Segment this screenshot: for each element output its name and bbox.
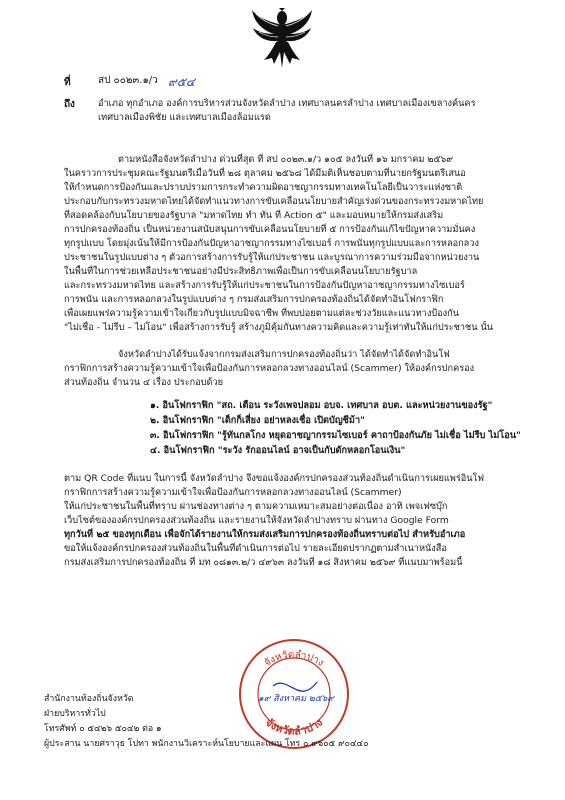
infographic-list-item: ๔. อินโฟกราฟิก "ระวัง รักออนไลน์ อาจเป็นกับดักหลอกโอนเงิน" [150,445,406,456]
paragraph-1-line: ในคราวการประชุมคณะรัฐมนตรีเมื่อวันที่ ๒๘ ตุลาคม ๒๕๖๘ ได้มีมติเห็นชอบตามที่นายกรัฐมนตรีเสนอ [64,168,466,179]
infographic-list-item: ๑. อินโฟกราฟิก "สถ. เตือน ระวังเพจปลอม อบจ. เทศบาล อบต. และหน่วยงานของรัฐ" [150,400,493,411]
paragraph-3-line: กรมส่งเสริมการปกครองท้องถิ่น ที่ มท ๐๘๑๓.๒/ว ๔๙๖๓ ลงวันที่ ๑๘ สิงหาคม ๒๕๖๙ ที่แนบมาพร้อมนี้ [64,557,463,568]
stamp-bottom-text: จังหวัดลำปาง [262,715,326,739]
paragraph-1-line: การพนัน และการหลอกลวงในรูปแบบต่าง ๆ กรมส่งเสริมการปกครองท้องถิ่นได้จัดทำอินโฟกราฟิก [64,294,444,305]
paragraph-1-line: ที่สอดคล้องกับนโยบายของรัฐบาล "มหาดไทย ทำ ทัน ที่ Action ๕" และมอบหมายให้กรมส่งเสริม [64,210,444,221]
paragraph-1-line: ประกอบกับกระทรวงมหาดไทยได้จัดทำแนวทางการขับเคลื่อนนโยบายสำคัญเร่งด่วนของกระทรวงมหาดไทย [64,196,484,207]
paragraph-2-line: ส่วนท้องถิ่น จำนวน ๔ เรื่อง ประกอบด้วย [64,377,224,388]
stamp-top-text: จังหวัดลำปาง [262,649,326,669]
reference-label: ที่ [64,77,71,88]
paragraph-1-line: ให้กำหนดการป้องกันและปราบปรามการกระทำความผิดอาชญากรรมทางเทคโนโลยีเป็นวาระแห่งชาติ [64,182,463,193]
reference-number: สป ๐๐๒๓.๑/ว [98,75,158,86]
paragraph-1-line: ประชาชนในรูปแบบต่าง ๆ ตัวอการสร้างการรับรู้ให้แก่ประชาชน และบูรณาการความร่วมมือจากหน่วยงาน [64,252,480,263]
paragraph-3-line: ทุกวันที่ ๒๕ ของทุกเดือน เพื่อจักได้รายงานให้กรมส่งเสริมการปกครองท้องถิ่นทราบต่อไป สำหรับอำเภอ [64,529,466,540]
reference-handwritten-number: ๙๕๔ [168,75,195,89]
to-label: ถึง [64,99,75,110]
paragraph-3-line: ตาม QR Code ที่แนบ ในการนี้ จังหวัดลำปาง จึงขอแจ้งองค์กรปกครองส่วนท้องถิ่นดำเนินการเผยแพร่อินโฟ [64,473,485,484]
to-line-2: เทศบาลเมืองพิชัย และเทศบาลเมืองล้อมแรด [98,112,271,123]
infographic-list-item: ๒. อินโฟกราฟิก "เด็กก็เสี่ยง อย่าหลงเชื่อ เปิดบัญชีม้า" [150,415,365,426]
paragraph-1-line: และกระทรวงมหาดไทย และสร้างการรับรู้ให้แก่ประชาชนในการป้องกันปัญหาอาชญากรรมทางไซเบอร์ [64,280,465,291]
footer-division: ฝ่ายบริหารทั่วไป [44,709,106,719]
paragraph-3-line: ขอให้แจ้งองค์กรปกครองส่วนท้องถิ่นในพื้นที่ดำเนินการต่อไป รายละเอียดปรากฏตามสำเนาหนังสือ [64,543,447,554]
paragraph-3-line: กราฟิกการสร้างความรู้ความเข้าใจเพื่อป้องกันการหลอกลวงทางออนไลน์ (Scammer) [64,487,402,498]
garuda-emblem-icon [250,8,314,70]
paragraph-1-line: เพื่อเผยแพร่ความรู้ความเข้าใจเกี่ยวกับรูปแบบมิจฉาชีพ ที่พบบ่อยตามแต่ละช่วงวัยและแนวทางป้องกัน [64,308,459,319]
paragraph-2-line: จังหวัดลำปางได้รับแจ้งจากกรมส่งเสริมการปกครองท้องถิ่นว่า ได้จัดทำได้จัดทำอินโฟ [118,349,450,360]
paragraph-1-line: "ไม่เชื่อ - ไม่รีบ – ไม่โอน" เพื่อสร้างการรับรู้ สร้างภูมิคุ้มกันทางความคิดและความรู้เท่าทันให้แก่ประชาชน นั้น [64,322,493,333]
paragraph-1-line: การปกครองท้องถิ่น เป็นหน่วยงานสนับสนุนการขับเคลื่อนนโยบายที่ ๕ การป้องกันแก้ไขปัญหาความมั่นคง [64,224,476,235]
paragraph-3-line: ให้แก่ประชาชนในพื้นที่ทราบ ผ่านช่องทางต่าง ๆ ตามความเหมาะสมอย่างต่อเนื่อง อาทิ เพจเฟซบุ๊ก [64,501,448,512]
paragraph-1-line: ทุกรูปแบบ โดยมุ่งเน้นให้มีการป้องกันปัญหาอาชญากรรมทางไซเบอร์ การพนันทุกรูปแบบและการหลอกลวง [64,238,479,249]
paragraph-2-line: กราฟิกการสร้างความรู้ความเข้าใจเพื่อป้องกันการหลอกลวงทางออนไลน์ (Scammer) ให้องค์กรปกครอง [64,363,475,374]
infographic-list-item: ๓. อินโฟกราฟิก "รู้ทันกลโกง หยุดอาชญากรรมไซเบอร์ คาถาป้องกันภัย ไม่เชื่อ ไม่รีบ ไม่โอน" [150,430,521,441]
to-line-1: อำเภอ ทุกอำเภอ องค์การบริหารส่วนจังหวัดลำปาง เทศบาลนครลำปาง เทศบาลเมืองเขลางค์นคร [98,98,476,109]
paragraph-1-line: ในพื้นที่ในการช่วยเหลือประชาชนอย่างมีประสิทธิภาพเพื่อเป็นการขับเคลื่อนนโยบายรัฐบาล [64,266,418,277]
footer-office: สำนักงานท้องถิ่นจังหวัด [44,694,134,704]
stamp-date-handwritten: ๑๙ สิงหาคม ๒๕๖๙ [258,694,334,704]
signature-scribble [273,682,317,691]
official-seal-stamp [233,630,355,752]
footer-phone: โทรศัพท์ ๐ ๕๔๒๖ ๕๐๔๒ ต่อ ๑ [44,724,162,734]
footer-coordinator: ผู้ประสาน นายศราวุธ โปทา พนักงานวิเคราะห์นโยบายและแผน โทร ๐ ๙๖๐๕ ๙๐๔๔๐ [44,739,369,749]
paragraph-1-line: ตามหนังสือจังหวัดลำปาง ด่วนที่สุด ที่ สป ๐๐๒๓.๑/ว ๑๐๕ ลงวันที่ ๑๖ มกราคม ๒๕๖๙ [118,154,453,165]
paragraph-3-line: เว็บไซต์ขององค์กรปกครองส่วนท้องถิ่น และรายงานให้จังหวัดลำปางทราบ ผ่านทาง Google Form [64,515,449,526]
